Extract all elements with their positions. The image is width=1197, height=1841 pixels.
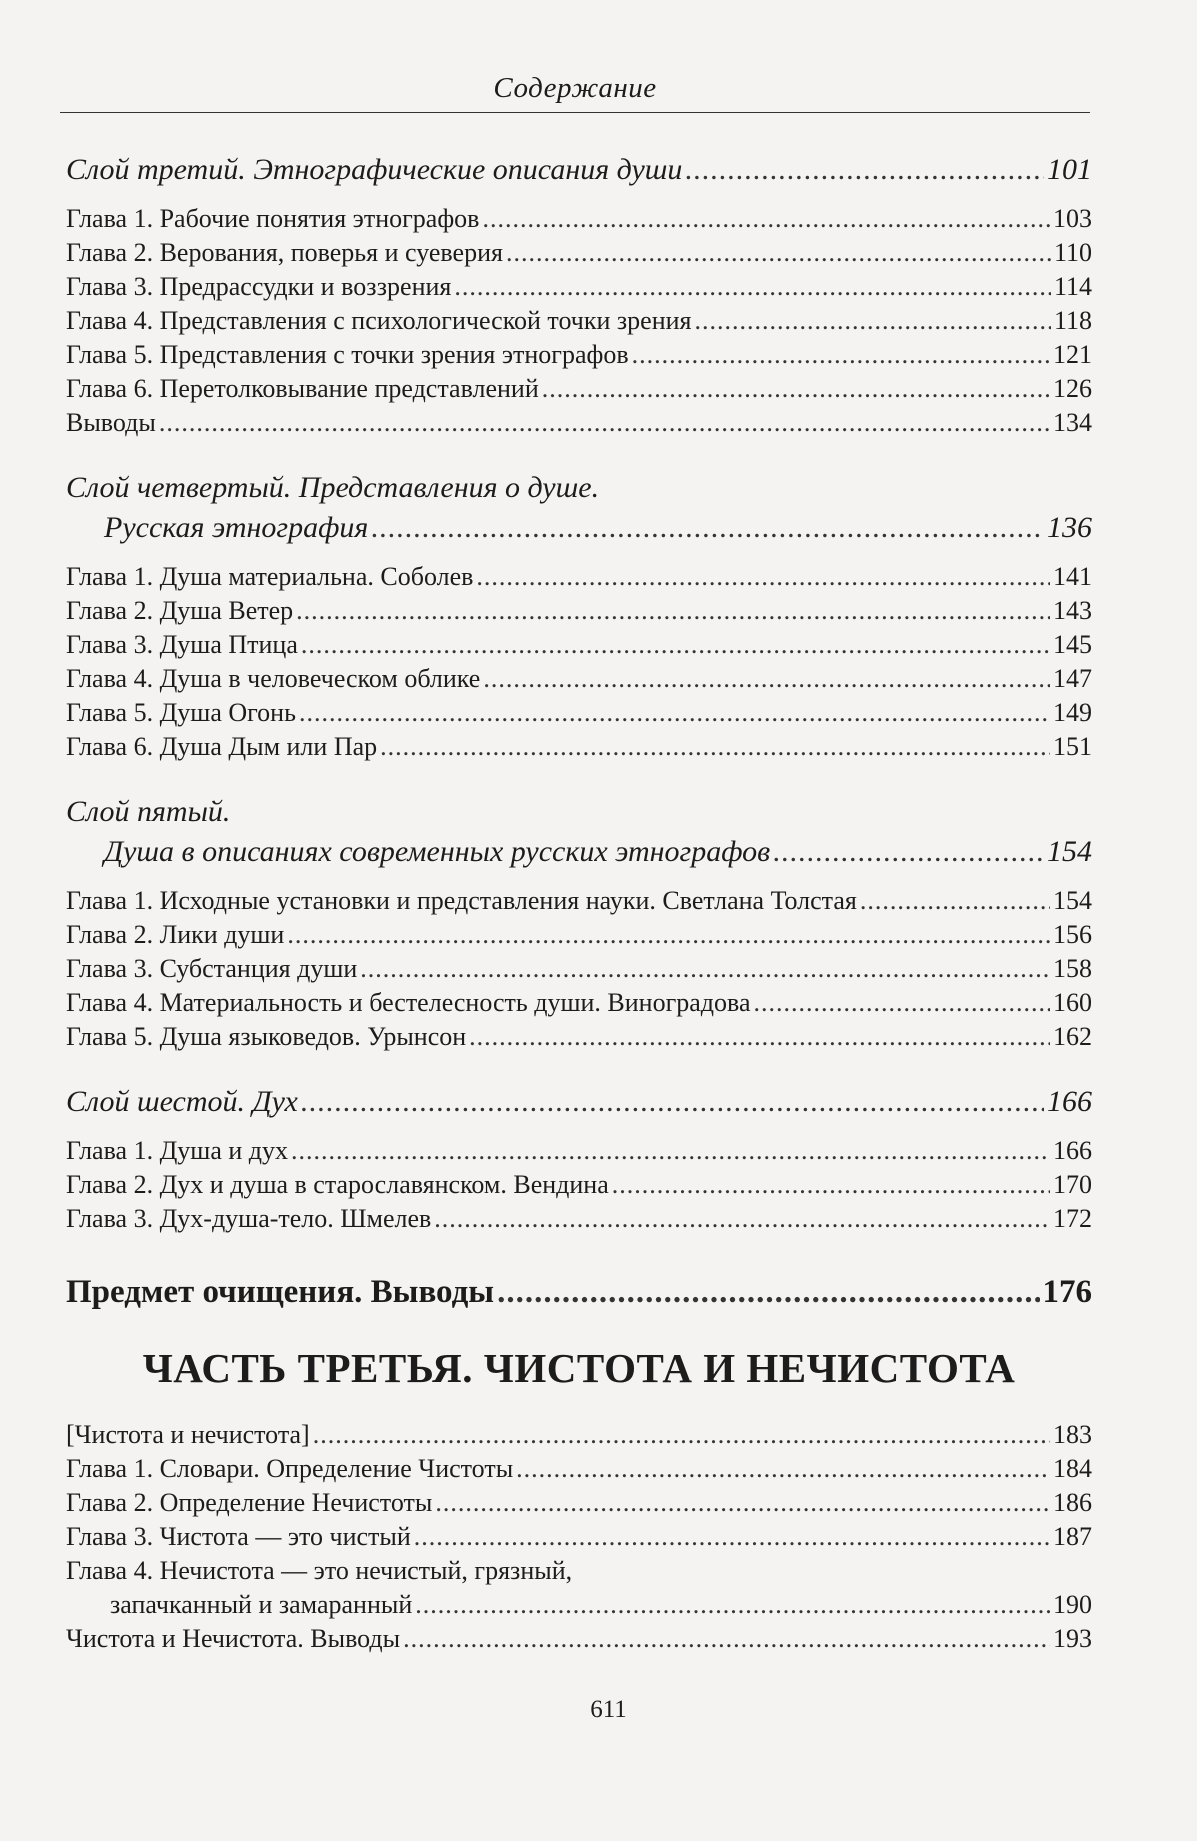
entry-page: 126 [1053,374,1092,403]
toc-section-3 [66,150,1092,440]
leader-dots [506,236,1051,270]
toc-entry[interactable] [66,696,1092,730]
entry-label: Глава 3. Дух-душа-тело. Шмелев [66,1204,432,1233]
toc-entry[interactable] [66,202,1092,236]
entry-page: 193 [1053,1624,1092,1653]
entry-label: Глава 1. Исходные установки и представления науки. Светлана Толстая [66,886,857,915]
section-title: Слой третий. Этнографические описания души [66,153,683,186]
entry-page: 143 [1053,596,1092,625]
entry-label: Глава 3. Душа Птица [66,630,298,659]
toc-entry[interactable] [66,1418,1092,1452]
header-rule [60,112,1090,113]
entry-page: 141 [1053,562,1092,591]
leader-dots [516,1452,1050,1486]
toc-entry[interactable] [66,1622,1092,1656]
leader-dots [860,884,1050,918]
section-title: Слой шестой. Дух [66,1085,298,1118]
toc-entry[interactable] [66,1588,1092,1622]
leader-dots [287,918,1050,952]
entry-label: запачканный и замаранный [110,1590,413,1619]
entry-label-first-line: Глава 4. Нечистота — это нечистый, грязный, [66,1556,573,1585]
toc-entry[interactable] [66,986,1092,1020]
toc-entry[interactable] [66,338,1092,372]
toc-entry[interactable] [66,270,1092,304]
entry-label: Глава 3. Предрассудки и воззрения [66,272,452,301]
leader-dots [360,952,1050,986]
conclusion-page: 176 [1042,1274,1092,1310]
entry-page: 158 [1053,954,1092,983]
entry-page: 190 [1053,1590,1092,1619]
toc-entry[interactable] [66,1520,1092,1554]
leader-dots [454,270,1051,304]
leader-dots [299,696,1050,730]
leader-dots [313,1418,1050,1452]
entry-page: 187 [1053,1522,1092,1551]
entry-page: 134 [1053,408,1092,437]
entry-page: 160 [1053,988,1092,1017]
section-title-row[interactable] [66,150,1092,190]
entry-label: [Чистота и нечистота] [66,1420,310,1449]
conclusion-entry[interactable] [66,1270,1092,1314]
entry-page: 162 [1053,1022,1092,1051]
entry-page: 118 [1053,306,1092,335]
toc-section-6 [66,1082,1092,1236]
leader-dots [435,1486,1050,1520]
entry-label: Выводы [66,408,156,437]
page-number: 611 [590,1696,627,1723]
entry-label: Чистота и Нечистота. Выводы [66,1624,401,1653]
entry-page: 184 [1053,1454,1092,1483]
entry-page: 183 [1053,1420,1092,1449]
entry-label: Глава 1. Душа и дух [66,1136,289,1165]
leader-dots [371,508,1044,548]
toc-entry[interactable] [66,304,1092,338]
entry-label: Глава 5. Душа языковедов. Урынсон [66,1022,467,1051]
entry-label: Глава 6. Душа Дым или Пар [66,732,378,761]
entry-page: 103 [1053,204,1092,233]
section-title-line: Слой четвертый. Представления о душе. [66,471,600,504]
entry-label: Глава 2. Определение Нечистоты [66,1488,433,1517]
entry-label: Глава 4. Представления с психологической точки зрения [66,306,692,335]
part-title: ЧАСТЬ ТРЕТЬЯ. ЧИСТОТА И НЕЧИСТОТА [142,1345,1016,1391]
section-title-row[interactable] [66,832,1092,872]
leader-dots [497,1270,1039,1314]
leader-dots [434,1202,1050,1236]
toc-entry[interactable] [66,1202,1092,1236]
toc-entry[interactable] [66,560,1092,594]
section-title-row[interactable] [66,508,1092,548]
section-title: Душа в описаниях современных русских этнографов [104,835,771,868]
entry-label: Глава 1. Рабочие понятия этнографов [66,204,480,233]
section-page: 101 [1047,153,1092,186]
toc-entry[interactable] [66,918,1092,952]
leader-dots [685,150,1044,190]
toc-section-5 [66,792,1092,1054]
running-title: Содержание [493,72,657,104]
toc-entry[interactable] [66,1020,1092,1054]
entry-page: 170 [1053,1170,1092,1199]
leader-dots [415,1588,1050,1622]
toc-section-4 [66,468,1092,764]
section-page: 166 [1047,1085,1092,1118]
entry-page: 145 [1053,630,1092,659]
leader-dots [403,1622,1050,1656]
leader-dots [296,594,1050,628]
toc-entry[interactable] [66,1134,1092,1168]
entry-page: 186 [1053,1488,1092,1517]
toc-entry[interactable] [66,952,1092,986]
entry-page: 156 [1053,920,1092,949]
entry-page: 166 [1053,1136,1092,1165]
leader-dots [753,986,1050,1020]
leader-dots [380,730,1050,764]
leader-dots [301,1082,1044,1122]
entry-label: Глава 2. Дух и душа в старославянском. Вендина [66,1170,609,1199]
entry-label: Глава 2. Душа Ветер [66,596,294,625]
entry-label: Глава 2. Лики души [66,920,285,949]
entry-label: Глава 6. Перетолковывание представлений [66,374,539,403]
leader-dots [301,628,1050,662]
entry-page: 149 [1053,698,1092,727]
entry-label: Глава 5. Представления с точки зрения этнографов [66,340,629,369]
entry-page: 114 [1053,272,1092,301]
leader-dots [542,372,1050,406]
toc-entry[interactable] [66,884,1092,918]
part-entries [66,1418,1092,1656]
toc-entry[interactable] [66,730,1092,764]
toc-entry[interactable] [66,406,1092,440]
entry-label: Глава 4. Материальность и бестелесность души. Виноградова [66,988,751,1017]
toc-entry[interactable] [66,628,1092,662]
leader-dots [773,832,1044,872]
entry-page: 110 [1053,238,1092,267]
entry-label: Глава 1. Словари. Определение Чистоты [66,1454,514,1483]
toc-entry[interactable] [66,594,1092,628]
toc-entry[interactable] [66,1168,1092,1202]
section-page: 136 [1047,511,1092,544]
leader-dots [483,662,1050,696]
leader-dots [482,202,1050,236]
leader-dots [414,1520,1050,1554]
entry-label: Глава 2. Верования, поверья и суеверия [66,238,503,267]
entry-label: Глава 3. Субстанция души [66,954,358,983]
leader-dots [159,406,1050,440]
leader-dots [612,1168,1050,1202]
entry-label: Глава 5. Душа Огонь [66,698,296,727]
entry-label: Глава 4. Душа в человеческом облике [66,664,481,693]
entry-page: 121 [1053,340,1092,369]
leader-dots [469,1020,1050,1054]
leader-dots [695,304,1051,338]
section-page: 154 [1047,835,1092,868]
leader-dots [632,338,1050,372]
entry-page: 147 [1053,664,1092,693]
section-title-row[interactable] [66,1082,1092,1122]
section-title: Русская этнография [104,511,369,544]
entry-label: Глава 1. Душа материальна. Соболев [66,562,474,591]
leader-dots [291,1134,1050,1168]
entry-label: Глава 3. Чистота — это чистый [66,1522,411,1551]
toc-entry[interactable] [66,236,1092,270]
conclusion-label: Предмет очищения. Выводы [66,1274,495,1310]
toc-entry[interactable] [66,662,1092,696]
toc-entry[interactable] [66,1452,1092,1486]
toc-entry[interactable] [66,1486,1092,1520]
entry-page: 151 [1053,732,1092,761]
section-title-line: Слой пятый. [66,795,231,828]
toc-entry[interactable] [66,372,1092,406]
entry-page: 172 [1053,1204,1092,1233]
table-of-contents [66,150,1092,1656]
leader-dots [476,560,1050,594]
entry-page: 154 [1053,886,1092,915]
